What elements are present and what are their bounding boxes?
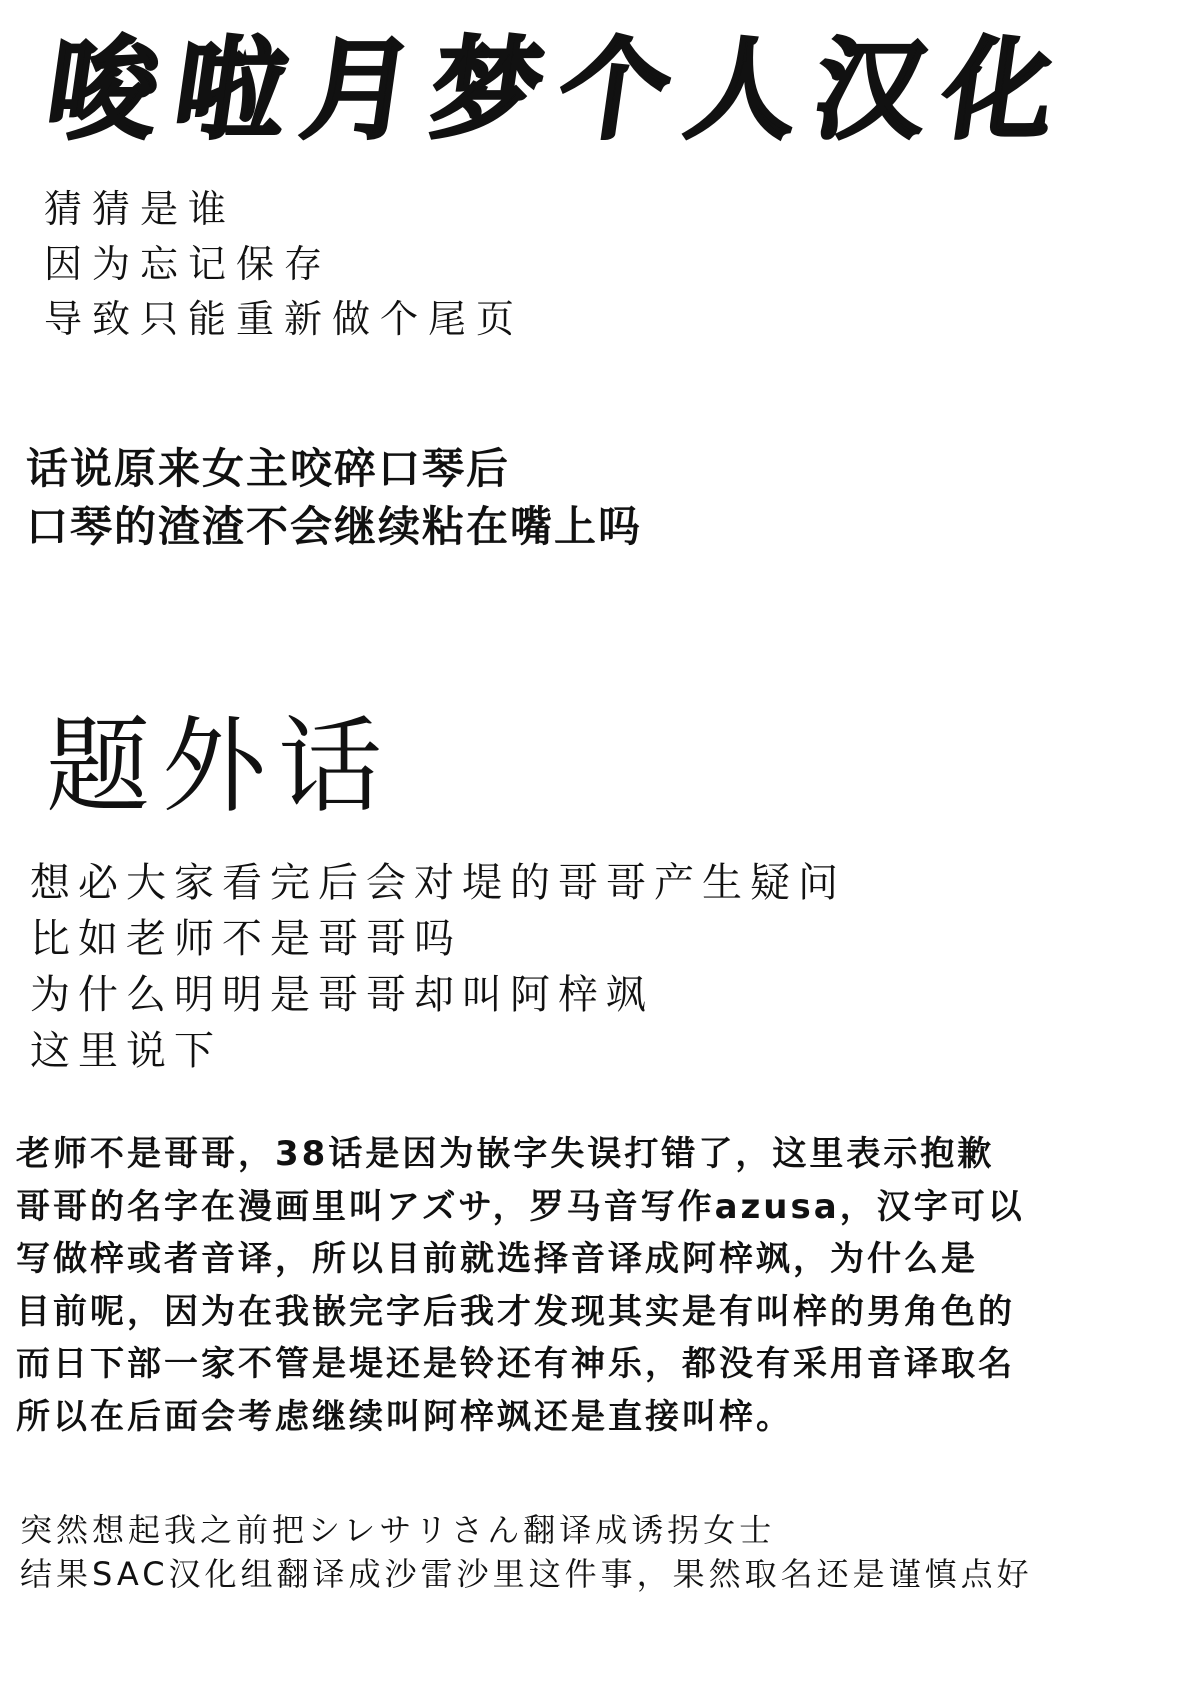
question-line: 口琴的渣渣不会继续粘在嘴上吗 bbox=[26, 502, 643, 551]
question-line: 话说原来女主咬碎口琴后 bbox=[26, 444, 511, 493]
question-section bbox=[26, 440, 642, 556]
intro-line: 因为忘记保存 bbox=[44, 242, 333, 286]
explanation-line: 所以在后面会考虑继续叫阿梓飒还是直接叫梓。 bbox=[16, 1396, 793, 1437]
aside-body bbox=[30, 855, 846, 1079]
aside-heading bbox=[46, 706, 394, 826]
intro-line: 导致只能重新做个尾页 bbox=[44, 297, 525, 341]
title-text: 唆啦月梦个人汉化 bbox=[39, 25, 1082, 154]
footer-note bbox=[20, 1508, 1033, 1596]
aside-heading-text: 题外话 bbox=[46, 705, 395, 827]
explanation-paragraph bbox=[16, 1128, 1025, 1443]
footer-line: 结果SAC汉化组翻译成沙雷沙里这件事，果然取名还是谨慎点好 bbox=[20, 1555, 1033, 1593]
intro-line: 猜猜是谁 bbox=[44, 187, 237, 231]
aside-line: 比如老师不是哥哥吗 bbox=[30, 916, 462, 962]
page-title bbox=[39, 20, 1082, 160]
intro-section bbox=[44, 182, 524, 347]
aside-line: 为什么明明是哥哥却叫阿梓飒 bbox=[30, 972, 654, 1018]
explanation-line: 写做梓或者音译，所以目前就选择音译成阿梓飒，为什么是 bbox=[16, 1239, 978, 1279]
explanation-line: 而日下部一家不管是堤还是铃还有神乐，都没有采用音译取名 bbox=[16, 1344, 1015, 1384]
explanation-line: 哥哥的名字在漫画里叫アズサ，罗马音写作azusa，汉字可以 bbox=[16, 1186, 1025, 1227]
aside-line: 想必大家看完后会对堤的哥哥产生疑问 bbox=[30, 860, 846, 906]
explanation-line: 老师不是哥哥，38话是因为嵌字失误打错了，这里表示抱歉 bbox=[16, 1134, 995, 1174]
aside-line: 这里说下 bbox=[30, 1028, 222, 1074]
explanation-line: 目前呢，因为在我嵌完字后我才发现其实是有叫梓的男角色的 bbox=[16, 1291, 1015, 1332]
footer-line: 突然想起我之前把シレサリさん翻译成诱拐女士 bbox=[20, 1511, 776, 1549]
